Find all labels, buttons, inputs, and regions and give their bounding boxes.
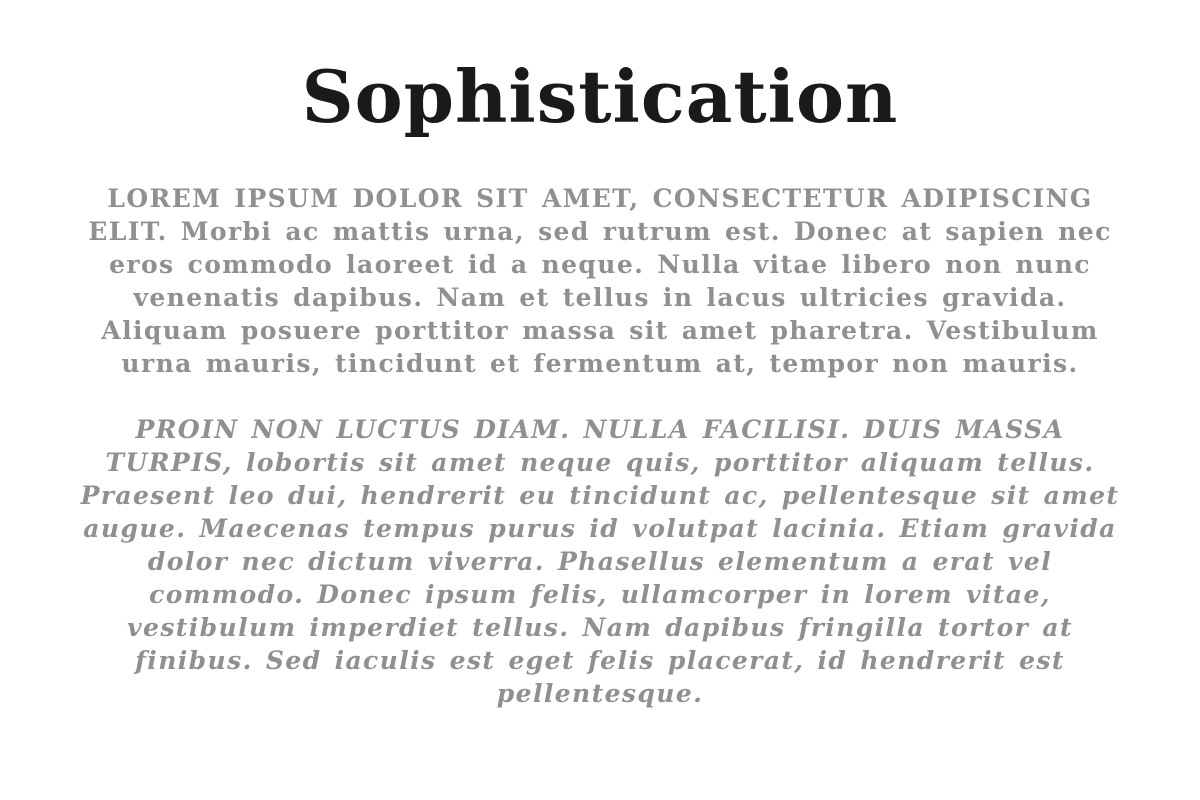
paragraph-body: Morbi ac mattis urna, sed rutrum est. Donec at sapien nec eros commodo laoreet id a neque. Nulla vitae libero non nunc venenatis dapibus. Nam et tellus in lacus ultricies gravida. Aliquam posuere porttitor massa sit amet pharetra. Vestibulum urna mauris, tincidunt et fermentum at, tempor non mauris. <box>101 217 1112 378</box>
paragraph-lead: LOREM IPSUM DOLOR SIT AMET, CONSECTETUR ADIPISCING ELIT. <box>88 184 1093 246</box>
paragraph-regular <box>80 182 1120 380</box>
paragraph-lead: PROIN NON LUCTUS DIAM. NULLA FACILISI. DUIS MASSA TURPIS, <box>105 415 1065 477</box>
paragraph-body: lobortis sit amet neque quis, porttitor aliquam tellus. Praesent leo dui, hendrerit eu tincidunt ac, pellentesque sit amet augue. Maecenas tempus purus id volutpat lacinia. Etiam gravida dolor nec dictum viverra. Phasellus elementum a erat vel commodo. Donec ipsum felis, ullamcorper in lorem vitae, vestibulum imperdiet tellus. Nam dapibus fringilla tortor at finibus. Sed iaculis est eget felis placerat, id hendrerit est pellentesque. <box>80 448 1120 708</box>
page-title: Sophistication <box>301 54 899 139</box>
paragraph-italic <box>80 413 1120 710</box>
